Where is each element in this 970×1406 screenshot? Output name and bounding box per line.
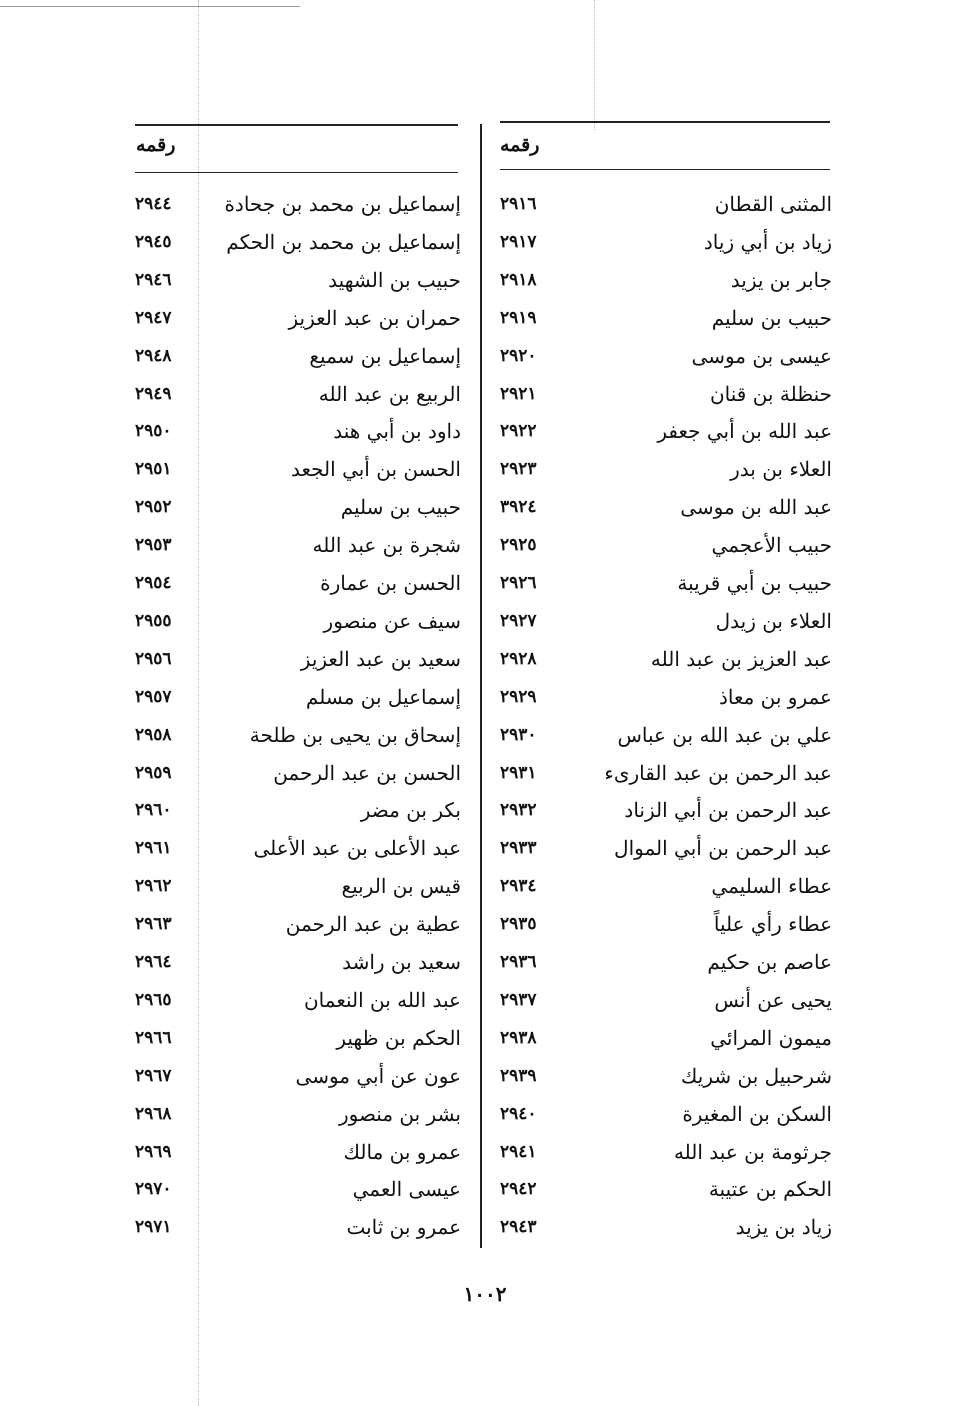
list-item bbox=[500, 526, 832, 564]
list-item bbox=[500, 488, 832, 526]
narrator-name: شرحبيل بن شريك bbox=[680, 1064, 832, 1088]
narrator-name: عيسى بن موسى bbox=[691, 344, 832, 368]
narrator-name: عمرو بن معاذ bbox=[718, 685, 832, 709]
entry-number: ٢٩٥٥ bbox=[135, 611, 172, 631]
list-item bbox=[500, 1133, 832, 1171]
list-item bbox=[500, 640, 832, 678]
entry-number: ٢٩٤١ bbox=[500, 1142, 537, 1162]
narrator-name: عمرو بن ثابت bbox=[346, 1215, 461, 1239]
narrator-name: عبد العزيز بن عبد الله bbox=[650, 647, 832, 671]
narrator-name: عبد الأعلى بن عبد الأعلى bbox=[253, 836, 461, 860]
list-item bbox=[500, 754, 832, 792]
narrator-name: المثنى القطان bbox=[714, 192, 832, 216]
narrator-name: شجرة بن عبد الله bbox=[312, 533, 461, 557]
list-item bbox=[500, 261, 832, 299]
list-item bbox=[135, 1019, 461, 1057]
list-item bbox=[135, 602, 461, 640]
list-item bbox=[135, 1133, 461, 1171]
entry-number: ٢٩٦٥ bbox=[135, 990, 172, 1010]
list-item bbox=[135, 337, 461, 375]
entry-number: ٢٩١٩ bbox=[500, 308, 537, 328]
list-item bbox=[500, 185, 832, 223]
narrator-name: داود بن أبي هند bbox=[333, 419, 461, 443]
entry-number: ٢٩٧١ bbox=[135, 1217, 172, 1237]
narrator-name: عبد الرحمن بن عبد القارىء bbox=[604, 761, 832, 785]
narrator-name: السكن بن المغيرة bbox=[682, 1102, 832, 1126]
list-item bbox=[500, 1019, 832, 1057]
list-item bbox=[500, 1057, 832, 1095]
list-item bbox=[135, 981, 461, 1019]
narrator-name: الربيع بن عبد الله bbox=[318, 382, 461, 406]
narrator-name: جرثومة بن عبد الله bbox=[673, 1140, 832, 1164]
list-item bbox=[500, 791, 832, 829]
list-item bbox=[500, 716, 832, 754]
entry-number: ٢٩٥٨ bbox=[135, 725, 172, 745]
list-item bbox=[135, 829, 461, 867]
narrator-name: يحيى عن أنس bbox=[714, 988, 832, 1012]
narrator-name: حبيب الأعجمي bbox=[711, 533, 832, 557]
entry-number: ٢٩٣٣ bbox=[500, 838, 537, 858]
entry-number: ٢٩٣٤ bbox=[500, 876, 537, 896]
list-item bbox=[135, 867, 461, 905]
entry-number: ٢٩٦٨ bbox=[135, 1104, 172, 1124]
list-item bbox=[500, 829, 832, 867]
narrator-name: العلاء بن بدر bbox=[730, 457, 832, 481]
narrator-name: زياد بن يزيد bbox=[735, 1215, 832, 1239]
list-item bbox=[135, 185, 461, 223]
list-item bbox=[135, 1095, 461, 1133]
narrator-name: سيف عن منصور bbox=[323, 609, 461, 633]
list-item bbox=[135, 1208, 461, 1246]
right-column-number-header: رقمه bbox=[500, 134, 540, 156]
right-column-header-rule bbox=[500, 169, 830, 170]
entry-number: ٢٩٤٧ bbox=[135, 308, 172, 328]
entry-number: ٢٩٢٥ bbox=[500, 535, 537, 555]
list-item bbox=[500, 412, 832, 450]
entry-number: ٢٩٤٣ bbox=[500, 1217, 537, 1237]
list-item bbox=[135, 488, 461, 526]
list-item bbox=[135, 678, 461, 716]
narrator-name: إسحاق بن يحيى بن طلحة bbox=[249, 723, 461, 747]
right-column-top-rule bbox=[500, 121, 830, 123]
narrator-name: سعيد بن راشد bbox=[342, 950, 461, 974]
list-item bbox=[500, 1095, 832, 1133]
narrator-name: حمران بن عبد العزيز bbox=[288, 306, 461, 330]
entry-number: ٢٩٤٦ bbox=[135, 270, 172, 290]
list-item bbox=[135, 1170, 461, 1208]
entry-number: ٢٩٥٣ bbox=[135, 535, 172, 555]
list-item bbox=[500, 678, 832, 716]
list-item bbox=[500, 602, 832, 640]
list-item bbox=[135, 223, 461, 261]
narrator-name: إسماعيل بن محمد بن الحكم bbox=[226, 230, 461, 254]
narrator-name: عبد الرحمن بن أبي الزناد bbox=[624, 798, 832, 822]
entry-number: ٢٩١٦ bbox=[500, 194, 537, 214]
entry-number: ٣٩٢٤ bbox=[500, 497, 537, 517]
list-item bbox=[500, 981, 832, 1019]
entry-number: ٢٩٥٤ bbox=[135, 573, 172, 593]
list-item bbox=[500, 223, 832, 261]
entry-number: ٢٩٢٢ bbox=[500, 421, 537, 441]
narrator-name: بشر بن منصور bbox=[338, 1102, 461, 1126]
entry-number: ٢٩٤٤ bbox=[135, 194, 172, 214]
narrator-name: عمرو بن مالك bbox=[343, 1140, 461, 1164]
list-item bbox=[135, 640, 461, 678]
left-column-number-header: رقمه bbox=[136, 134, 176, 156]
narrator-name: علي بن عبد الله بن عباس bbox=[617, 723, 832, 747]
entry-number: ٢٩٦٦ bbox=[135, 1028, 172, 1048]
entry-number: ٢٩٣٩ bbox=[500, 1066, 537, 1086]
entry-number: ٢٩٦٠ bbox=[135, 800, 172, 820]
narrator-name: الحكم بن ظهير bbox=[336, 1026, 461, 1050]
list-item bbox=[500, 943, 832, 981]
entry-number: ٢٩٢٦ bbox=[500, 573, 537, 593]
scan-guide-line bbox=[594, 0, 595, 130]
left-column-header-rule bbox=[135, 172, 458, 173]
entry-number: ٢٩٢٩ bbox=[500, 687, 537, 707]
narrator-name: عطاء رأي علياً bbox=[713, 912, 832, 936]
narrator-name: العلاء بن زيدل bbox=[715, 609, 832, 633]
entry-number: ٢٩٤٢ bbox=[500, 1179, 537, 1199]
narrator-name: عاصم بن حكيم bbox=[707, 950, 832, 974]
list-item bbox=[135, 299, 461, 337]
entry-number: ٢٩٣١ bbox=[500, 763, 537, 783]
narrator-name: إسماعيل بن محمد بن جحادة bbox=[224, 192, 461, 216]
narrator-name: حبيب بن سليم bbox=[340, 495, 461, 519]
entry-number: ٢٩٣٧ bbox=[500, 990, 537, 1010]
narrator-name: عبد الله بن أبي جعفر bbox=[657, 419, 832, 443]
list-item bbox=[135, 450, 461, 488]
entry-number: ٢٩٣٨ bbox=[500, 1028, 537, 1048]
narrator-name: إسماعيل بن سميع bbox=[309, 344, 461, 368]
list-item bbox=[135, 1057, 461, 1095]
narrator-name: عون عن أبي موسى bbox=[295, 1064, 461, 1088]
narrator-name: عيسى العمي bbox=[352, 1177, 461, 1201]
list-item bbox=[500, 450, 832, 488]
page-number: ١٠٠٢ bbox=[463, 1282, 507, 1306]
entry-number: ٢٩٦١ bbox=[135, 838, 172, 858]
entry-number: ٢٩٥١ bbox=[135, 459, 172, 479]
list-item bbox=[500, 337, 832, 375]
list-item bbox=[135, 754, 461, 792]
entry-number: ٢٩٣٢ bbox=[500, 800, 537, 820]
narrator-name: جابر بن يزيد bbox=[730, 268, 832, 292]
list-item bbox=[500, 564, 832, 602]
narrator-name: عطاء السليمي bbox=[711, 874, 832, 898]
entry-number: ٢٩٤٨ bbox=[135, 346, 172, 366]
list-item bbox=[135, 564, 461, 602]
narrator-name: الحسن بن أبي الجعد bbox=[291, 457, 461, 481]
narrator-name: عبد الله بن النعمان bbox=[303, 988, 461, 1012]
entry-number: ٢٩٦٩ bbox=[135, 1142, 172, 1162]
top-edge-line bbox=[0, 6, 300, 7]
entry-number: ٢٩١٨ bbox=[500, 270, 537, 290]
list-item bbox=[135, 526, 461, 564]
list-item bbox=[135, 905, 461, 943]
list-item bbox=[135, 261, 461, 299]
entry-number: ٢٩٢٠ bbox=[500, 346, 537, 366]
list-item bbox=[135, 716, 461, 754]
narrator-name: حبيب بن أبي قريبة bbox=[677, 571, 832, 595]
entry-number: ٢٩٦٢ bbox=[135, 876, 172, 896]
list-item bbox=[135, 791, 461, 829]
narrator-name: عبد الرحمن بن أبي الموال bbox=[614, 836, 832, 860]
entry-number: ٢٩٦٤ bbox=[135, 952, 172, 972]
entry-number: ٢٩٥٧ bbox=[135, 687, 172, 707]
list-item bbox=[135, 375, 461, 413]
entry-number: ٢٩٣٥ bbox=[500, 914, 537, 934]
entry-number: ٢٩٢٧ bbox=[500, 611, 537, 631]
narrator-name: عطية بن عبد الرحمن bbox=[285, 912, 461, 936]
entry-number: ٢٩٥٦ bbox=[135, 649, 172, 669]
entry-number: ٢٩٧٠ bbox=[135, 1179, 172, 1199]
narrator-name: قيس بن الربيع bbox=[341, 874, 461, 898]
entry-number: ٢٩٢٣ bbox=[500, 459, 537, 479]
list-item bbox=[135, 943, 461, 981]
narrator-name: ميمون المرائي bbox=[710, 1026, 832, 1050]
narrator-name: عبد الله بن موسى bbox=[680, 495, 832, 519]
narrator-name: حبيب بن سليم bbox=[711, 306, 832, 330]
list-item bbox=[500, 1208, 832, 1246]
left-column-top-rule bbox=[135, 124, 458, 126]
list-item bbox=[135, 412, 461, 450]
entry-number: ٢٩٣٦ bbox=[500, 952, 537, 972]
list-item bbox=[500, 905, 832, 943]
entry-number: ٢٩٦٧ bbox=[135, 1066, 172, 1086]
narrator-name: الحسن بن عبد الرحمن bbox=[273, 761, 461, 785]
narrator-name: الحسن بن عمارة bbox=[320, 571, 461, 595]
entry-number: ٢٩٢١ bbox=[500, 384, 537, 404]
entry-number: ٢٩٦٣ bbox=[135, 914, 172, 934]
narrator-name: الحكم بن عتيبة bbox=[708, 1177, 832, 1201]
narrator-name: حنظلة بن قنان bbox=[709, 382, 832, 406]
entry-number: ٢٩١٧ bbox=[500, 232, 537, 252]
narrator-name: سعيد بن عبد العزيز bbox=[300, 647, 461, 671]
entry-number: ٢٩٢٨ bbox=[500, 649, 537, 669]
entry-number: ٢٩٥٩ bbox=[135, 763, 172, 783]
entry-number: ٢٩٤٩ bbox=[135, 384, 172, 404]
entry-number: ٢٩٥٠ bbox=[135, 421, 172, 441]
list-item bbox=[500, 375, 832, 413]
narrator-name: إسماعيل بن مسلم bbox=[305, 685, 461, 709]
entry-number: ٢٩٥٢ bbox=[135, 497, 172, 517]
entry-number: ٢٩٤٥ bbox=[135, 232, 172, 252]
list-item bbox=[500, 867, 832, 905]
entry-number: ٢٩٣٠ bbox=[500, 725, 537, 745]
list-item bbox=[500, 1170, 832, 1208]
column-divider bbox=[480, 124, 482, 1248]
narrator-name: زياد بن أبي زياد bbox=[703, 230, 832, 254]
entry-number: ٢٩٤٠ bbox=[500, 1104, 537, 1124]
narrator-name: حبيب بن الشهيد bbox=[328, 268, 461, 292]
narrator-name: بكر بن مضر bbox=[360, 798, 461, 822]
list-item bbox=[500, 299, 832, 337]
